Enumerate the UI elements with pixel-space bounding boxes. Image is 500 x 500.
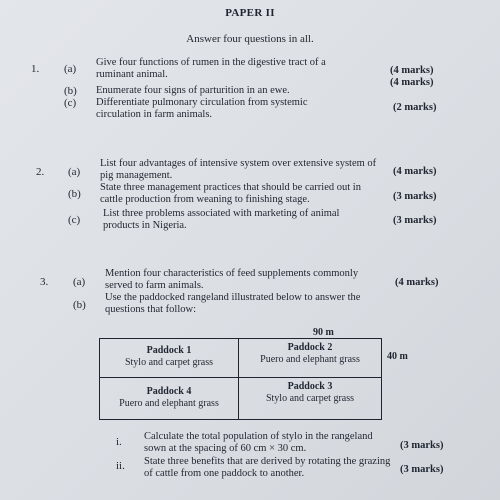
q1b-text: Enumerate four signs of parturition in an ewe. bbox=[96, 85, 290, 96]
q3i-label: i. bbox=[116, 436, 122, 448]
width-dimension-label: 90 m bbox=[313, 327, 334, 338]
q1b-marks: (4 marks) bbox=[390, 77, 434, 88]
q2c-marks: (3 marks) bbox=[393, 215, 437, 226]
q2a-marks: (4 marks) bbox=[393, 166, 437, 177]
q2c-label: (c) bbox=[68, 214, 81, 226]
paddock-3: Paddock 3 Stylo and carpet grass bbox=[265, 381, 355, 404]
paddock-2: Paddock 2 Puero and elephant grass bbox=[260, 342, 360, 365]
q1a-marks: (4 marks) bbox=[390, 65, 434, 76]
horizontal-divider bbox=[100, 377, 381, 378]
q1a-label: (a) bbox=[64, 63, 77, 75]
q1c-text: Differentiate pulmonary circulation from systemic circulation in farm animals. bbox=[96, 97, 308, 120]
q3b-label: (b) bbox=[73, 299, 86, 311]
q3b-text: Use the paddocked rangeland illustrated below to answer the questions that follow: bbox=[105, 292, 361, 315]
q2a-text: List four advantages of intensive system over extensive system of pig management. bbox=[100, 158, 377, 181]
q2b-text: State three management practices that should be carried out in cattle production from weaning to finishing stage. bbox=[100, 182, 361, 205]
q3a-label: (a) bbox=[73, 276, 86, 288]
q3ii-marks: (3 marks) bbox=[400, 464, 444, 475]
paddock-4: Paddock 4 Puero and elephant grass bbox=[119, 386, 219, 409]
q2b-marks: (3 marks) bbox=[393, 191, 437, 202]
q2-number: 2. bbox=[36, 166, 45, 178]
q1c-label: (c) bbox=[64, 97, 77, 109]
q3i-text: Calculate the total population of stylo in the rangeland sown at the spacing of 60 cm × 30 cm. bbox=[144, 431, 373, 454]
q3a-text: Mention four characteristics of feed supplements commonly served to farm animals. bbox=[105, 268, 359, 291]
q3i-marks: (3 marks) bbox=[400, 440, 444, 451]
instruction: Answer four questions in all. bbox=[186, 33, 314, 45]
height-dimension-label: 40 m bbox=[387, 351, 408, 362]
q2c-text: List three problems associated with marketing of animal products in Nigeria. bbox=[103, 208, 340, 231]
q3-number: 3. bbox=[40, 276, 49, 288]
paper-title: PAPER II bbox=[225, 7, 275, 19]
q2b-label: (b) bbox=[68, 188, 81, 200]
q1b-label: (b) bbox=[64, 85, 77, 97]
paddock-diagram bbox=[99, 338, 382, 420]
q3ii-label: ii. bbox=[116, 460, 125, 472]
q2a-label: (a) bbox=[68, 166, 81, 178]
q1c-marks: (2 marks) bbox=[393, 102, 437, 113]
q3a-marks: (4 marks) bbox=[395, 277, 439, 288]
q3ii-text: State three benefits that are derived by rotating the grazing of cattle from one paddock to another. bbox=[144, 456, 391, 479]
q1-number: 1. bbox=[31, 63, 40, 75]
paddock-1: Paddock 1 Stylo and carpet grass bbox=[124, 345, 214, 368]
q1a-text: Give four functions of rumen in the digestive tract of a ruminant animal. bbox=[96, 57, 326, 80]
